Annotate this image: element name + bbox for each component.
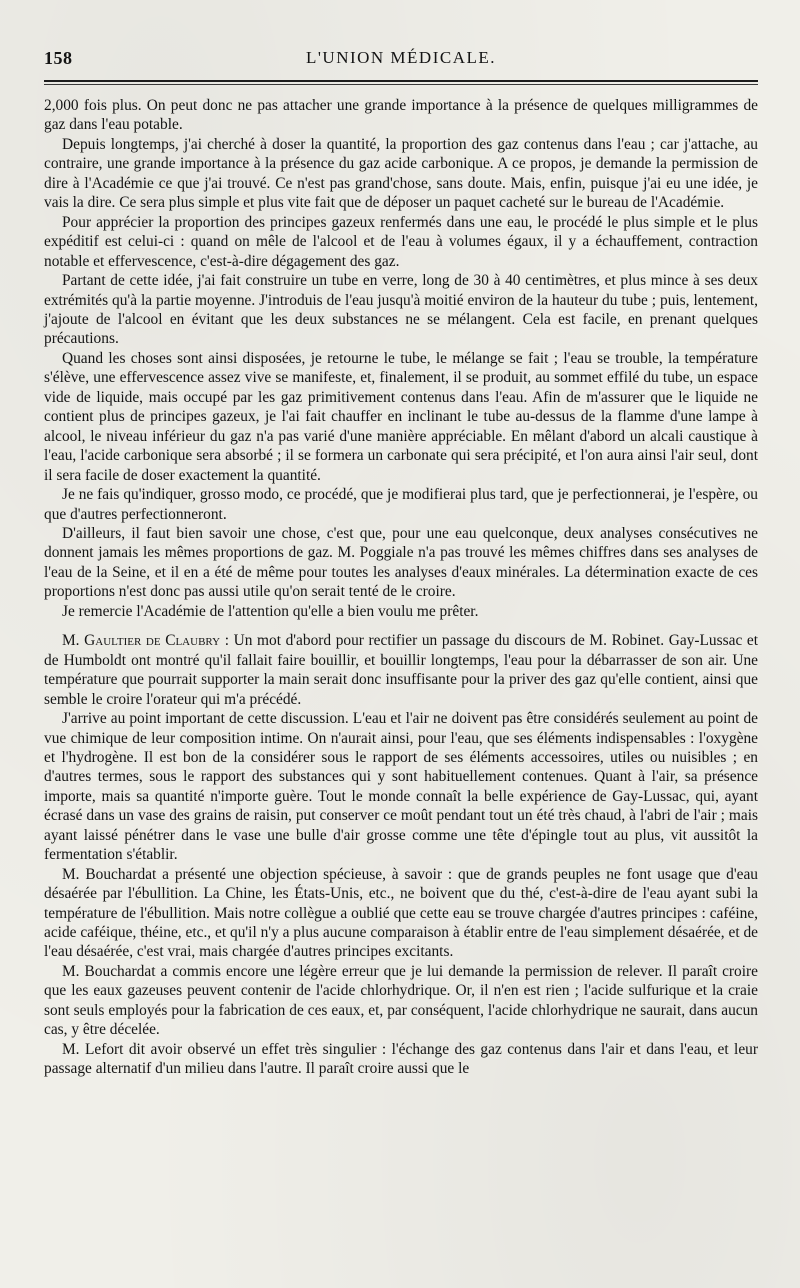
header-rule-thin <box>44 84 758 85</box>
header-rule <box>44 80 758 82</box>
paragraph-4: Partant de cette idée, j'ai fait construire un tube en verre, long de 30 à 40 centimètres, et plus mince à ses deux extrémités qu'à la partie moyenne. J'introduis de l'eau jusqu'à moitié environ de la hauteur du tube ; puis, lentement, j'ajoute de l'alcool en évitant que les deux substances ne se mélangent. Cela est facile, en prenant quelques précautions. <box>44 272 758 348</box>
paragraph-9-text: Un mot d'abord pour rectifier un passage du discours de M. Robinet. Gay-Lussac et de Humboldt ont montré qu'il fallait faire bouillir, et bouillir longtemps, l'eau pour la débarrasser de son air. Une température que pourrait supporter la main serait donc insuffisante pour la priver des gaz qu'elle contient, ainsi que semble le croire l'orateur qui m'a précédé. <box>44 632 758 708</box>
body-text <box>44 96 758 1079</box>
paragraph-3: Pour apprécier la proportion des principes gazeux renfermés dans une eau, le procédé le plus simple et le plus expéditif est celui-ci : quand on mêle de l'alcool et de l'eau à volumes égaux, il y a échauffement, contraction notable et effervescence, c'est-à-dire dégagement des gaz. <box>44 213 758 270</box>
paragraph-6: Je ne fais qu'indiquer, grosso modo, ce procédé, que je modifierai plus tard, que je perfectionnerai, je l'espère, ou que d'autres perfectionneront. <box>44 486 758 523</box>
paragraph-1: 2,000 fois plus. On peut donc ne pas attacher une grande importance à la présence de quelques milligrammes de gaz dans l'eau potable. <box>44 97 758 134</box>
paragraph-11: M. Bouchardat a présenté une objection spécieuse, à savoir : que de grands peuples ne font usage que d'eau désaérée par l'ébullition. La Chine, les États-Unis, etc., ne boivent que du thé, c'est-à-dire de l'eau ayant subi la température de l'ébullition. Mais notre collègue a oublié que cette eau se trouve chargée d'autres principes : caféine, acide caféique, théine, etc., et qu'il n'y a plus aucune comparaison à établir entre de l'eau simplement désaérée, et de l'eau désaérée, c'est vrai, mais chargée d'autres principes excitants. <box>44 865 758 961</box>
paragraph-9 <box>44 631 758 709</box>
page-number: 158 <box>44 48 73 68</box>
speaker-name: M. Gaultier de Claubry : <box>62 632 229 650</box>
running-title: L'UNION MÉDICALE. <box>305 48 497 67</box>
page-header <box>44 48 758 76</box>
paragraph-5: Quand les choses sont ainsi disposées, je retourne le tube, le mélange se fait ; l'eau se trouble, la température s'élève, une effervescence assez vive se manifeste, et, finalement, il se produit, au sommet effilé du tube, un espace vide de liquide, mais occupé par les gaz primitivement contenus dans l'eau. Afin de m'assurer que le liquide ne contient plus de principes gazeux, je l'ai fait chauffer en inclinant le tube au-dessus de la flamme d'une lampe à alcool, le niveau inférieur du gaz n'a pas varié d'une manière appréciable. En mêlant d'abord un alcali caustique à l'eau, l'acide carbonique sera absorbé ; il se formera un carbonate qui sera précipité, et l'on aura ainsi l'air seul, dont il sera facile de doser exactement la quantité. <box>44 349 758 484</box>
paragraph-10: J'arrive au point important de cette discussion. L'eau et l'air ne doivent pas être considérés seulement au point de vue chimique de leur composition intime. On n'aurait ainsi, pour l'eau, que ses éléments indispensables : l'oxygène et l'hydrogène. Il est bon de la considérer sous le rapport de ses éléments accessoires, utiles ou nuisibles ; en d'autres termes, sous le rapport des substances qui y sont habituellement contenues. Quant à l'air, sa présence importe, mais sa quantité n'importe guère. Tout le monde connaît la belle expérience de Gay-Lussac, qui, ayant écrasé dans un vase des grains de raisin, put conserver ce moût pendant tout un été très chaud, à l'abri de l'air ; mais ayant laissé pénétrer dans le vase une bulle d'air grosse comme une tête d'épingle tout au plus, vit aussitôt la fermentation s'établir. <box>44 710 758 864</box>
paragraph-12: M. Bouchardat a commis encore une légère erreur que je lui demande la permission de relever. Il paraît croire que les eaux gazeuses peuvent contenir de l'acide chlorhydrique. Or, il n'en est rien ; l'acide sulfurique et la craie sont seuls employés pour la fabrication de ces eaux, et, par conséquent, l'acide chlorhydrique ne saurait, dans aucun cas, y être décelée. <box>44 962 758 1039</box>
paragraph-7: D'ailleurs, il faut bien savoir une chose, c'est que, pour une eau quelconque, deux analyses consécutives ne donnent jamais les mêmes proportions de gaz. M. Poggiale n'a pas trouvé les mêmes chiffres dans ses analyses de l'eau de la Seine, et il en a été de même pour toutes les analyses d'eaux minérales. La détermination exacte de ces proportions n'est donc pas aussi utile qu'on serait tenté de le croire. <box>44 524 758 601</box>
paragraph-2: Depuis longtemps, j'ai cherché à doser la quantité, la proportion des gaz contenus dans l'eau ; car j'attache, au contraire, une grande importance à la présence du gaz acide carbonique. A ce propos, je demande la permission de dire à l'Académie ce que j'ai trouvé. Ce n'est pas grand'chose, sans doute. Mais, enfin, puisque j'ai eu une idée, je vais la dire. Ce sera plus simple et plus vite fait que de déposer un paquet cacheté sur le bureau de l'Académie. <box>44 135 758 212</box>
paragraph-8: Je remercie l'Académie de l'attention qu'elle a bien voulu me prêter. <box>62 602 479 620</box>
paragraph-13: M. Lefort dit avoir observé un effet très singulier : l'échange des gaz contenus dans l'air et dans l'eau, et leur passage alternatif d'un milieu dans l'autre. Il paraît croire aussi que le <box>44 1040 758 1078</box>
